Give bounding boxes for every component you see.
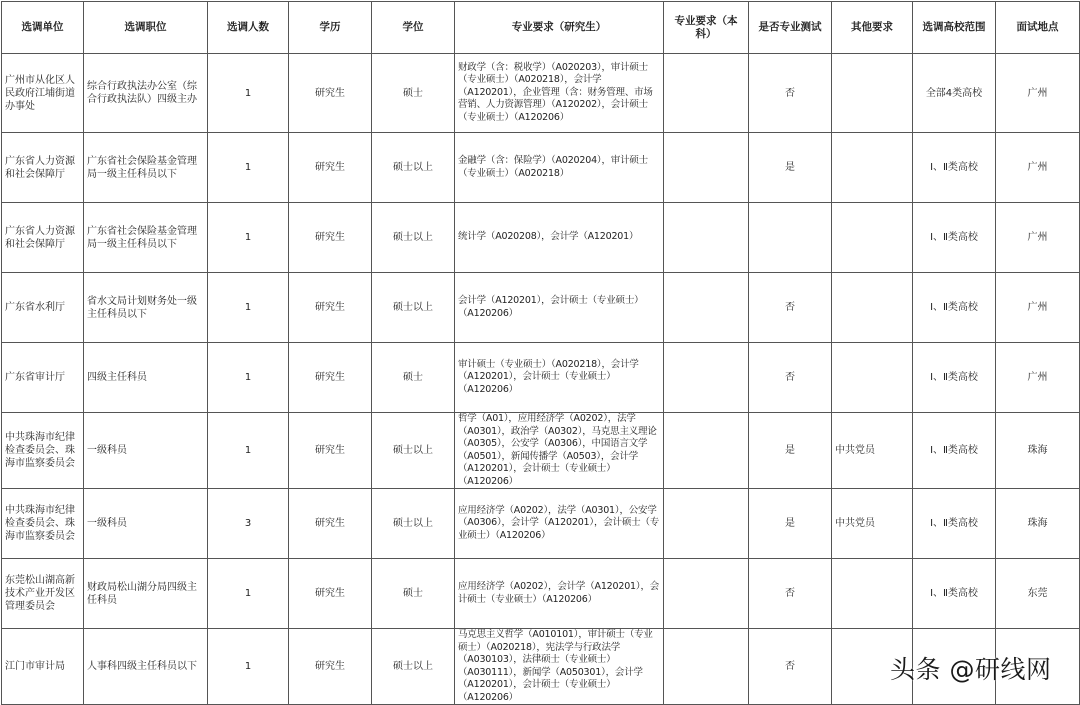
- cell-major-grad: 应用经济学（A0202），会计学（A120201），会计硕士（专业硕士）（A120206）: [455, 559, 664, 629]
- header-test: 是否专业测试: [749, 2, 832, 54]
- table-row: [2, 343, 1080, 413]
- cell-location: 广州: [996, 133, 1080, 203]
- cell-test: 是: [749, 133, 832, 203]
- cell-scope: 全部4类高校: [913, 54, 996, 133]
- cell-major-undergrad: [664, 54, 749, 133]
- cell-position: 一级科员: [84, 413, 208, 489]
- cell-degree: 硕士: [372, 559, 455, 629]
- cell-degree: 硕士以上: [372, 629, 455, 705]
- cell-major-grad: 应用经济学（A0202），法学（A0301），公安学（A0306），会计学（A120201），会计硕士（专业硕士）（A120206）: [455, 489, 664, 559]
- cell-education: 研究生: [289, 629, 372, 705]
- table-row: [2, 203, 1080, 273]
- header-count: 选调人数: [208, 2, 289, 54]
- header-degree: 学位: [372, 2, 455, 54]
- table-row: [2, 273, 1080, 343]
- cell-scope: Ⅰ、Ⅱ类高校: [913, 413, 996, 489]
- cell-position: 四级主任科员: [84, 343, 208, 413]
- cell-major-undergrad: [664, 343, 749, 413]
- cell-education: 研究生: [289, 273, 372, 343]
- cell-other: [832, 203, 913, 273]
- cell-position: 综合行政执法办公室（综合行政执法队）四级主办: [84, 54, 208, 133]
- cell-education: 研究生: [289, 489, 372, 559]
- cell-scope: Ⅰ、Ⅱ类高校: [913, 203, 996, 273]
- table-row: [2, 133, 1080, 203]
- header-row: [2, 2, 1080, 54]
- header-unit: 选调单位: [2, 2, 84, 54]
- cell-scope: Ⅰ、Ⅱ类高校: [913, 559, 996, 629]
- cell-unit: 广州市从化区人民政府江埔街道办事处: [2, 54, 84, 133]
- header-scope: 选调高校范围: [913, 2, 996, 54]
- cell-count: 1: [208, 203, 289, 273]
- table-row: [2, 413, 1080, 489]
- cell-major-undergrad: [664, 273, 749, 343]
- cell-major-grad: 财政学（含：税收学）（A020203），审计硕士（专业硕士）（A020218），会计学（A120201），企业管理（含：财务管理、市场营销、人力资源管理）（A120202），会计硕士（专业硕士）（A120206）: [455, 54, 664, 133]
- cell-count: 1: [208, 273, 289, 343]
- cell-unit: 广东省人力资源和社会保障厅: [2, 133, 84, 203]
- cell-major-undergrad: [664, 413, 749, 489]
- cell-major-grad: 会计学（A120201），会计硕士（专业硕士）（A120206）: [455, 273, 664, 343]
- cell-count: 1: [208, 133, 289, 203]
- cell-location: 珠海: [996, 489, 1080, 559]
- cell-major-grad: 审计硕士（专业硕士）（A020218），会计学（A120201），会计硕士（专业硕士）（A120206）: [455, 343, 664, 413]
- cell-count: 1: [208, 343, 289, 413]
- cell-position: 广东省社会保险基金管理局一级主任科员以下: [84, 203, 208, 273]
- header-location: 面试地点: [996, 2, 1080, 54]
- cell-major-grad: 统计学（A020208），会计学（A120201）: [455, 203, 664, 273]
- table-body: [2, 54, 1080, 705]
- cell-scope: Ⅰ、Ⅱ类高校: [913, 133, 996, 203]
- cell-education: 研究生: [289, 133, 372, 203]
- cell-unit: 江门市审计局: [2, 629, 84, 705]
- cell-major-undergrad: [664, 559, 749, 629]
- cell-location: 广州: [996, 203, 1080, 273]
- cell-scope: Ⅰ、Ⅱ类高校: [913, 343, 996, 413]
- cell-test: [749, 203, 832, 273]
- cell-education: 研究生: [289, 343, 372, 413]
- cell-count: 1: [208, 54, 289, 133]
- cell-test: 否: [749, 559, 832, 629]
- cell-major-undergrad: [664, 203, 749, 273]
- cell-position: 广东省社会保险基金管理局一级主任科员以下: [84, 133, 208, 203]
- cell-major-grad: 金融学（含：保险学）（A020204），审计硕士（专业硕士）（A020218）: [455, 133, 664, 203]
- header-major-undergrad: 专业要求（本科）: [664, 2, 749, 54]
- cell-degree: 硕士以上: [372, 273, 455, 343]
- cell-location: 广州: [996, 273, 1080, 343]
- cell-degree: 硕士: [372, 343, 455, 413]
- cell-scope: Ⅰ、Ⅱ类高校: [913, 273, 996, 343]
- cell-location: 广州: [996, 54, 1080, 133]
- cell-education: 研究生: [289, 559, 372, 629]
- table-row: [2, 489, 1080, 559]
- watermark: 头条 @研线网: [890, 655, 1052, 684]
- cell-major-undergrad: [664, 629, 749, 705]
- cell-degree: 硕士: [372, 54, 455, 133]
- cell-test: 是: [749, 413, 832, 489]
- header-other: 其他要求: [832, 2, 913, 54]
- cell-location: 东莞: [996, 559, 1080, 629]
- cell-major-grad: 马克思主义哲学（A010101），审计硕士（专业硕士）（A020218），宪法学与行政法学（A030103），法律硕士（专业硕士）（A030111），新闻学（A050301），会计学（A120201），会计硕士（专业硕士）（A120206）: [455, 629, 664, 705]
- header-major-grad: 专业要求（研究生）: [455, 2, 664, 54]
- cell-location: 广州: [996, 343, 1080, 413]
- cell-unit: 广东省人力资源和社会保障厅: [2, 203, 84, 273]
- cell-other: [832, 54, 913, 133]
- cell-position: 财政局松山湖分局四级主任科员: [84, 559, 208, 629]
- cell-unit: 广东省审计厅: [2, 343, 84, 413]
- cell-degree: 硕士以上: [372, 133, 455, 203]
- cell-test: 否: [749, 343, 832, 413]
- cell-degree: 硕士以上: [372, 203, 455, 273]
- cell-position: 一级科员: [84, 489, 208, 559]
- cell-test: 是: [749, 489, 832, 559]
- cell-test: 否: [749, 54, 832, 133]
- cell-other: 中共党员: [832, 489, 913, 559]
- cell-other: 中共党员: [832, 413, 913, 489]
- cell-unit: 东莞松山湖高新技术产业开发区管理委员会: [2, 559, 84, 629]
- table-row: [2, 54, 1080, 133]
- cell-count: 1: [208, 559, 289, 629]
- cell-count: 1: [208, 413, 289, 489]
- cell-count: 3: [208, 489, 289, 559]
- cell-other: [832, 273, 913, 343]
- cell-unit: 中共珠海市纪律检查委员会、珠海市监察委员会: [2, 489, 84, 559]
- header-education: 学历: [289, 2, 372, 54]
- table-row: [2, 559, 1080, 629]
- cell-major-undergrad: [664, 489, 749, 559]
- cell-degree: 硕士以上: [372, 489, 455, 559]
- cell-education: 研究生: [289, 413, 372, 489]
- header-position: 选调职位: [84, 2, 208, 54]
- cell-unit: 中共珠海市纪律检查委员会、珠海市监察委员会: [2, 413, 84, 489]
- cell-position: 省水文局计划财务处一级主任科员以下: [84, 273, 208, 343]
- cell-test: 否: [749, 629, 832, 705]
- cell-education: 研究生: [289, 54, 372, 133]
- cell-unit: 广东省水利厅: [2, 273, 84, 343]
- cell-other: [832, 559, 913, 629]
- cell-degree: 硕士以上: [372, 413, 455, 489]
- cell-scope: Ⅰ、Ⅱ类高校: [913, 489, 996, 559]
- cell-major-grad: 哲学（A01），应用经济学（A0202），法学（A0301），政治学（A0302），马克思主义理论（A0305），公安学（A0306），中国语言文学（A0501），新闻传播学（A0503），会计学（A120201），会计硕士（专业硕士）（A120206）: [455, 413, 664, 489]
- cell-other: [832, 133, 913, 203]
- cell-test: 否: [749, 273, 832, 343]
- cell-major-undergrad: [664, 133, 749, 203]
- cell-other: [832, 343, 913, 413]
- cell-count: 1: [208, 629, 289, 705]
- cell-education: 研究生: [289, 203, 372, 273]
- cell-location: 珠海: [996, 413, 1080, 489]
- cell-position: 人事科四级主任科员以下: [84, 629, 208, 705]
- selection-table: [1, 1, 1080, 705]
